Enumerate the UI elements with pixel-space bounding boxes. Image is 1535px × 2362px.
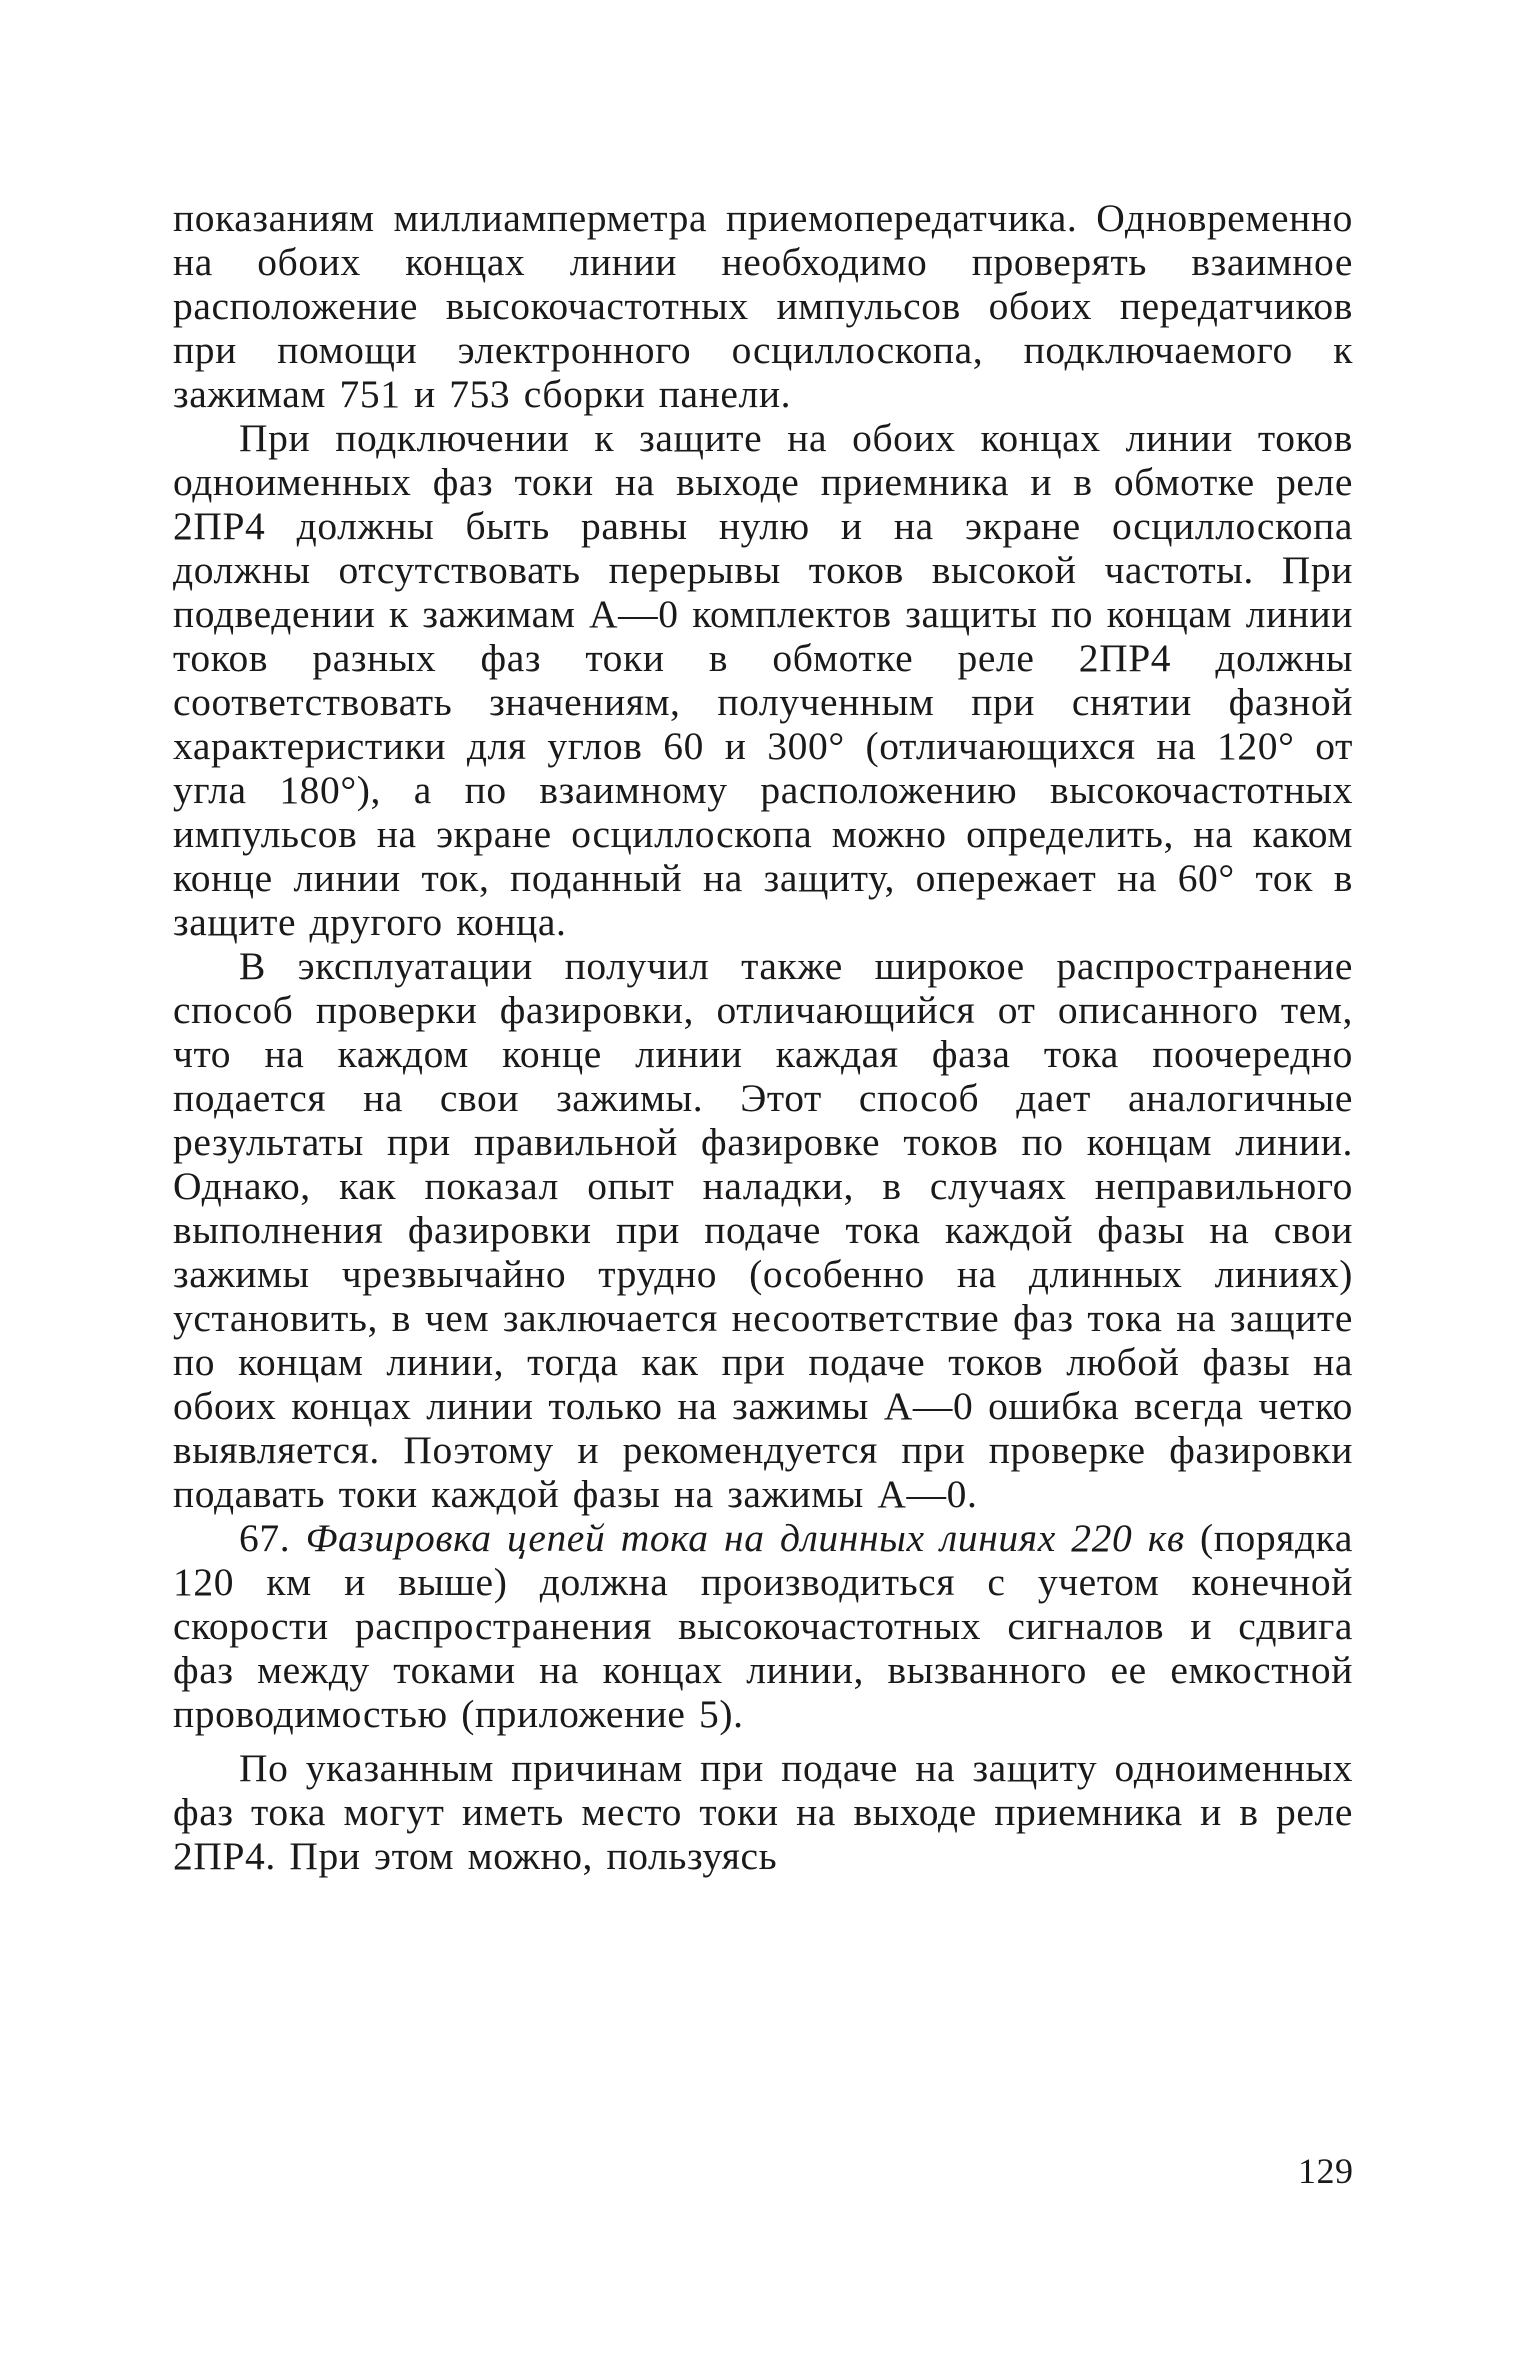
paragraph-4	[173, 1516, 1353, 1736]
paragraph-5: По указанным причинам при подаче на защиту одноименных фаз тока могут иметь место токи на выходе приемника и в реле 2ПР4. При этом можно, пользуясь	[173, 1746, 1353, 1878]
page-body	[173, 196, 1353, 1878]
paragraph-2: При подключении к защите на обоих концах линии токов одноименных фаз токи на выходе приемника и в обмотке реле 2ПР4 должны быть равны нулю и на экране осциллоскопа должны отсутствовать перерывы токов высокой частоты. При подведении к зажимам А—0 комплектов защиты по концам линии токов разных фаз токи в обмотке реле 2ПР4 должны соответствовать значениям, полученным при снятии фазной характеристики для углов 60 и 300° (отличающихся на 120° от угла 180°), а по взаимному расположению высокочастотных импульсов на экране осциллоскопа можно определить, на каком конце линии ток, поданный на защиту, опережает на 60° ток в защите другого конца.	[173, 416, 1353, 944]
section-number: 67.	[239, 1516, 291, 1560]
section-heading: Фазировка цепей тока на длинных линиях 220 кв	[305, 1516, 1185, 1560]
section-text: (порядка 120 км и выше) должна производиться с учетом конечной скорости распространения высокочастотных сигналов и сдвига фаз между токами на концах линии, вызванного ее емкостной проводимостью (приложение 5).	[173, 1516, 1353, 1736]
paragraph-1: показаниям миллиамперметра приемопередатчика. Одновременно на обоих концах линии необходимо проверять взаимное расположение высокочастотных импульсов обоих передатчиков при помощи электронного осциллоскопа, подключаемого к зажимам 751 и 753 сборки панели.	[173, 196, 1353, 416]
paragraph-3: В эксплуатации получил также широкое распространение способ проверки фазировки, отличающийся от описанного тем, что на каждом конце линии каждая фаза тока поочередно подается на свои зажимы. Этот способ дает аналогичные результаты при правильной фазировке токов по концам линии. Однако, как показал опыт наладки, в случаях неправильного выполнения фазировки при подаче тока каждой фазы на свои зажимы чрезвычайно трудно (особенно на длинных линиях) установить, в чем заключается несоответствие фаз тока на защите по концам линии, тогда как при подаче токов любой фазы на обоих концах линии только на зажимы А—0 ошибка всегда четко выявляется. Поэтому и рекомендуется при проверке фазировки подавать токи каждой фазы на зажимы А—0.	[173, 944, 1353, 1516]
page-number: 129	[1298, 2151, 1354, 2191]
